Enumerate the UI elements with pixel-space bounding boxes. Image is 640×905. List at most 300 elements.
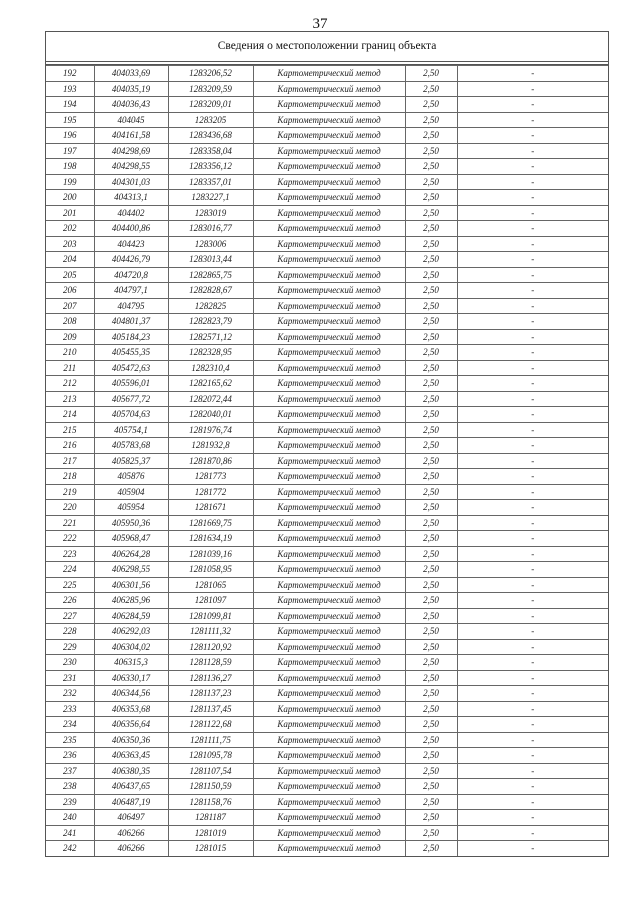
method-cell: Картометрический метод [253, 97, 405, 113]
table-row [46, 732, 608, 748]
description-cell: - [457, 205, 608, 221]
table-row [46, 97, 608, 113]
description-cell: - [457, 66, 608, 82]
method-cell: Картометрический метод [253, 624, 405, 640]
point-number-cell: 208 [46, 314, 94, 330]
x-coordinate-cell: 406344,56 [94, 686, 168, 702]
x-coordinate-cell: 406304,02 [94, 639, 168, 655]
y-coordinate-cell: 1283205 [168, 112, 253, 128]
method-cell: Картометрический метод [253, 205, 405, 221]
table-row [46, 670, 608, 686]
description-cell: - [457, 593, 608, 609]
table-row [46, 810, 608, 826]
method-cell: Картометрический метод [253, 438, 405, 454]
method-cell: Картометрический метод [253, 236, 405, 252]
method-cell: Картометрический метод [253, 484, 405, 500]
y-coordinate-cell: 1281932,8 [168, 438, 253, 454]
x-coordinate-cell: 404402 [94, 205, 168, 221]
x-coordinate-cell: 406353,68 [94, 701, 168, 717]
y-coordinate-cell: 1282310,4 [168, 360, 253, 376]
y-coordinate-cell: 1281671 [168, 500, 253, 516]
method-cell: Картометрический метод [253, 779, 405, 795]
method-cell: Картометрический метод [253, 314, 405, 330]
y-coordinate-cell: 1283206,52 [168, 66, 253, 82]
x-coordinate-cell: 404795 [94, 298, 168, 314]
method-cell: Картометрический метод [253, 221, 405, 237]
accuracy-cell: 2,50 [405, 701, 457, 717]
method-cell: Картометрический метод [253, 376, 405, 392]
x-coordinate-cell: 404045 [94, 112, 168, 128]
coordinates-table-body [46, 66, 608, 856]
y-coordinate-cell: 1281669,75 [168, 515, 253, 531]
accuracy-cell: 2,50 [405, 531, 457, 547]
description-cell: - [457, 763, 608, 779]
table-row [46, 221, 608, 237]
accuracy-cell: 2,50 [405, 562, 457, 578]
y-coordinate-cell: 1281120,92 [168, 639, 253, 655]
description-cell: - [457, 562, 608, 578]
y-coordinate-cell: 1282328,95 [168, 345, 253, 361]
accuracy-cell: 2,50 [405, 422, 457, 438]
x-coordinate-cell: 405783,68 [94, 438, 168, 454]
x-coordinate-cell: 406285,96 [94, 593, 168, 609]
method-cell: Картометрический метод [253, 159, 405, 175]
method-cell: Картометрический метод [253, 66, 405, 82]
table-row [46, 639, 608, 655]
y-coordinate-cell: 1281187 [168, 810, 253, 826]
method-cell: Картометрический метод [253, 515, 405, 531]
y-coordinate-cell: 1282823,79 [168, 314, 253, 330]
accuracy-cell: 2,50 [405, 298, 457, 314]
y-coordinate-cell: 1281150,59 [168, 779, 253, 795]
table-row [46, 763, 608, 779]
method-cell: Картометрический метод [253, 453, 405, 469]
x-coordinate-cell: 405754,1 [94, 422, 168, 438]
x-coordinate-cell: 406292,03 [94, 624, 168, 640]
accuracy-cell: 2,50 [405, 438, 457, 454]
table-row [46, 438, 608, 454]
accuracy-cell: 2,50 [405, 205, 457, 221]
table-row [46, 112, 608, 128]
description-cell: - [457, 639, 608, 655]
point-number-cell: 212 [46, 376, 94, 392]
point-number-cell: 229 [46, 639, 94, 655]
method-cell: Картометрический метод [253, 577, 405, 593]
point-number-cell: 219 [46, 484, 94, 500]
method-cell: Картометрический метод [253, 531, 405, 547]
y-coordinate-cell: 1281099,81 [168, 608, 253, 624]
table-row [46, 748, 608, 764]
table-row [46, 624, 608, 640]
point-number-cell: 227 [46, 608, 94, 624]
y-coordinate-cell: 1281137,23 [168, 686, 253, 702]
description-cell: - [457, 794, 608, 810]
point-number-cell: 235 [46, 732, 94, 748]
x-coordinate-cell: 406350,36 [94, 732, 168, 748]
table-row [46, 655, 608, 671]
point-number-cell: 224 [46, 562, 94, 578]
accuracy-cell: 2,50 [405, 686, 457, 702]
table-row [46, 298, 608, 314]
description-cell: - [457, 484, 608, 500]
y-coordinate-cell: 1282865,75 [168, 267, 253, 283]
accuracy-cell: 2,50 [405, 484, 457, 500]
x-coordinate-cell: 405954 [94, 500, 168, 516]
accuracy-cell: 2,50 [405, 593, 457, 609]
x-coordinate-cell: 405876 [94, 469, 168, 485]
table-row [46, 469, 608, 485]
y-coordinate-cell: 1283357,01 [168, 174, 253, 190]
coordinates-table [46, 65, 608, 856]
accuracy-cell: 2,50 [405, 670, 457, 686]
y-coordinate-cell: 1281097 [168, 593, 253, 609]
description-cell: - [457, 546, 608, 562]
description-cell: - [457, 174, 608, 190]
description-cell: - [457, 112, 608, 128]
description-cell: - [457, 97, 608, 113]
point-number-cell: 240 [46, 810, 94, 826]
x-coordinate-cell: 406266 [94, 825, 168, 841]
table-row [46, 422, 608, 438]
x-coordinate-cell: 406437,65 [94, 779, 168, 795]
method-cell: Картометрический метод [253, 562, 405, 578]
description-cell: - [457, 252, 608, 268]
description-cell: - [457, 345, 608, 361]
description-cell: - [457, 159, 608, 175]
y-coordinate-cell: 1282571,12 [168, 329, 253, 345]
accuracy-cell: 2,50 [405, 128, 457, 144]
description-cell: - [457, 686, 608, 702]
point-number-cell: 196 [46, 128, 94, 144]
x-coordinate-cell: 404801,37 [94, 314, 168, 330]
table-row [46, 236, 608, 252]
x-coordinate-cell: 404035,19 [94, 81, 168, 97]
description-cell: - [457, 779, 608, 795]
point-number-cell: 215 [46, 422, 94, 438]
accuracy-cell: 2,50 [405, 360, 457, 376]
method-cell: Картометрический метод [253, 128, 405, 144]
y-coordinate-cell: 1283019 [168, 205, 253, 221]
y-coordinate-cell: 1281634,19 [168, 531, 253, 547]
method-cell: Картометрический метод [253, 670, 405, 686]
y-coordinate-cell: 1281058,95 [168, 562, 253, 578]
method-cell: Картометрический метод [253, 252, 405, 268]
y-coordinate-cell: 1282072,44 [168, 391, 253, 407]
table-row [46, 841, 608, 856]
description-cell: - [457, 717, 608, 733]
description-cell: - [457, 841, 608, 856]
x-coordinate-cell: 404161,58 [94, 128, 168, 144]
table-row [46, 500, 608, 516]
method-cell: Картометрический метод [253, 174, 405, 190]
accuracy-cell: 2,50 [405, 453, 457, 469]
accuracy-cell: 2,50 [405, 174, 457, 190]
accuracy-cell: 2,50 [405, 732, 457, 748]
accuracy-cell: 2,50 [405, 624, 457, 640]
accuracy-cell: 2,50 [405, 221, 457, 237]
y-coordinate-cell: 1282165,62 [168, 376, 253, 392]
y-coordinate-cell: 1281158,76 [168, 794, 253, 810]
accuracy-cell: 2,50 [405, 407, 457, 423]
x-coordinate-cell: 405184,23 [94, 329, 168, 345]
point-number-cell: 234 [46, 717, 94, 733]
method-cell: Картометрический метод [253, 825, 405, 841]
y-coordinate-cell: 1282828,67 [168, 283, 253, 299]
method-cell: Картометрический метод [253, 407, 405, 423]
table-row [46, 825, 608, 841]
table-row [46, 376, 608, 392]
table-row [46, 515, 608, 531]
description-cell: - [457, 190, 608, 206]
y-coordinate-cell: 1283013,44 [168, 252, 253, 268]
point-number-cell: 239 [46, 794, 94, 810]
method-cell: Картометрический метод [253, 608, 405, 624]
accuracy-cell: 2,50 [405, 469, 457, 485]
accuracy-cell: 2,50 [405, 190, 457, 206]
y-coordinate-cell: 1283006 [168, 236, 253, 252]
description-cell: - [457, 236, 608, 252]
y-coordinate-cell: 1283227,1 [168, 190, 253, 206]
description-cell: - [457, 624, 608, 640]
point-number-cell: 241 [46, 825, 94, 841]
method-cell: Картометрический метод [253, 143, 405, 159]
y-coordinate-cell: 1283436,68 [168, 128, 253, 144]
y-coordinate-cell: 1281772 [168, 484, 253, 500]
point-number-cell: 209 [46, 329, 94, 345]
accuracy-cell: 2,50 [405, 97, 457, 113]
x-coordinate-cell: 406298,55 [94, 562, 168, 578]
y-coordinate-cell: 1281773 [168, 469, 253, 485]
point-number-cell: 201 [46, 205, 94, 221]
description-cell: - [457, 810, 608, 826]
point-number-cell: 222 [46, 531, 94, 547]
table-row [46, 701, 608, 717]
table-row [46, 66, 608, 82]
x-coordinate-cell: 406497 [94, 810, 168, 826]
accuracy-cell: 2,50 [405, 376, 457, 392]
description-cell: - [457, 314, 608, 330]
description-cell: - [457, 825, 608, 841]
page-number: 37 [312, 16, 328, 32]
description-cell: - [457, 748, 608, 764]
accuracy-cell: 2,50 [405, 345, 457, 361]
table-row [46, 205, 608, 221]
accuracy-cell: 2,50 [405, 763, 457, 779]
method-cell: Картометрический метод [253, 639, 405, 655]
y-coordinate-cell: 1283209,01 [168, 97, 253, 113]
method-cell: Картометрический метод [253, 422, 405, 438]
y-coordinate-cell: 1281136,27 [168, 670, 253, 686]
point-number-cell: 242 [46, 841, 94, 856]
accuracy-cell: 2,50 [405, 267, 457, 283]
y-coordinate-cell: 1281137,45 [168, 701, 253, 717]
accuracy-cell: 2,50 [405, 546, 457, 562]
point-number-cell: 192 [46, 66, 94, 82]
x-coordinate-cell: 404797,1 [94, 283, 168, 299]
table-row [46, 128, 608, 144]
point-number-cell: 238 [46, 779, 94, 795]
method-cell: Картометрический метод [253, 763, 405, 779]
table-row [46, 407, 608, 423]
x-coordinate-cell: 405904 [94, 484, 168, 500]
table-row [46, 329, 608, 345]
description-cell: - [457, 732, 608, 748]
method-cell: Картометрический метод [253, 81, 405, 97]
accuracy-cell: 2,50 [405, 810, 457, 826]
accuracy-cell: 2,50 [405, 500, 457, 516]
table-row [46, 577, 608, 593]
x-coordinate-cell: 405472,63 [94, 360, 168, 376]
accuracy-cell: 2,50 [405, 159, 457, 175]
point-number-cell: 198 [46, 159, 94, 175]
point-number-cell: 193 [46, 81, 94, 97]
table-row [46, 314, 608, 330]
point-number-cell: 225 [46, 577, 94, 593]
x-coordinate-cell: 404400,86 [94, 221, 168, 237]
accuracy-cell: 2,50 [405, 143, 457, 159]
accuracy-cell: 2,50 [405, 794, 457, 810]
description-cell: - [457, 407, 608, 423]
point-number-cell: 194 [46, 97, 94, 113]
method-cell: Картометрический метод [253, 748, 405, 764]
description-cell: - [457, 376, 608, 392]
point-number-cell: 221 [46, 515, 94, 531]
accuracy-cell: 2,50 [405, 779, 457, 795]
x-coordinate-cell: 406487,19 [94, 794, 168, 810]
point-number-cell: 197 [46, 143, 94, 159]
x-coordinate-cell: 404036,43 [94, 97, 168, 113]
y-coordinate-cell: 1283016,77 [168, 221, 253, 237]
x-coordinate-cell: 405950,36 [94, 515, 168, 531]
accuracy-cell: 2,50 [405, 81, 457, 97]
accuracy-cell: 2,50 [405, 577, 457, 593]
table-row [46, 453, 608, 469]
point-number-cell: 232 [46, 686, 94, 702]
accuracy-cell: 2,50 [405, 329, 457, 345]
method-cell: Картометрический метод [253, 794, 405, 810]
table-row [46, 267, 608, 283]
description-cell: - [457, 577, 608, 593]
method-cell: Картометрический метод [253, 701, 405, 717]
x-coordinate-cell: 406266 [94, 841, 168, 856]
description-cell: - [457, 221, 608, 237]
method-cell: Картометрический метод [253, 593, 405, 609]
x-coordinate-cell: 405968,47 [94, 531, 168, 547]
table-row [46, 174, 608, 190]
point-number-cell: 218 [46, 469, 94, 485]
table-row [46, 608, 608, 624]
y-coordinate-cell: 1281122,68 [168, 717, 253, 733]
point-number-cell: 204 [46, 252, 94, 268]
method-cell: Картометрический метод [253, 190, 405, 206]
table-row [46, 562, 608, 578]
table-row [46, 159, 608, 175]
description-cell: - [457, 515, 608, 531]
method-cell: Картометрический метод [253, 345, 405, 361]
method-cell: Картометрический метод [253, 686, 405, 702]
point-number-cell: 202 [46, 221, 94, 237]
table-row [46, 283, 608, 299]
description-cell: - [457, 422, 608, 438]
x-coordinate-cell: 404313,1 [94, 190, 168, 206]
x-coordinate-cell: 406363,45 [94, 748, 168, 764]
description-cell: - [457, 531, 608, 547]
table-row [46, 593, 608, 609]
x-coordinate-cell: 404033,69 [94, 66, 168, 82]
x-coordinate-cell: 405704,63 [94, 407, 168, 423]
accuracy-cell: 2,50 [405, 825, 457, 841]
accuracy-cell: 2,50 [405, 283, 457, 299]
table-row [46, 717, 608, 733]
method-cell: Картометрический метод [253, 810, 405, 826]
table-row [46, 252, 608, 268]
description-cell: - [457, 701, 608, 717]
accuracy-cell: 2,50 [405, 655, 457, 671]
description-cell: - [457, 469, 608, 485]
method-cell: Картометрический метод [253, 655, 405, 671]
table-row [46, 546, 608, 562]
accuracy-cell: 2,50 [405, 717, 457, 733]
x-coordinate-cell: 406356,64 [94, 717, 168, 733]
point-number-cell: 226 [46, 593, 94, 609]
point-number-cell: 216 [46, 438, 94, 454]
point-number-cell: 228 [46, 624, 94, 640]
x-coordinate-cell: 404423 [94, 236, 168, 252]
y-coordinate-cell: 1281111,75 [168, 732, 253, 748]
x-coordinate-cell: 404301,03 [94, 174, 168, 190]
description-cell: - [457, 81, 608, 97]
x-coordinate-cell: 406380,35 [94, 763, 168, 779]
accuracy-cell: 2,50 [405, 252, 457, 268]
table-row [46, 391, 608, 407]
point-number-cell: 237 [46, 763, 94, 779]
accuracy-cell: 2,50 [405, 236, 457, 252]
point-number-cell: 223 [46, 546, 94, 562]
y-coordinate-cell: 1281039,16 [168, 546, 253, 562]
y-coordinate-cell: 1281015 [168, 841, 253, 856]
point-number-cell: 199 [46, 174, 94, 190]
x-coordinate-cell: 406315,3 [94, 655, 168, 671]
method-cell: Картометрический метод [253, 112, 405, 128]
table-row [46, 794, 608, 810]
accuracy-cell: 2,50 [405, 314, 457, 330]
accuracy-cell: 2,50 [405, 112, 457, 128]
y-coordinate-cell: 1283356,12 [168, 159, 253, 175]
y-coordinate-cell: 1283358,04 [168, 143, 253, 159]
point-number-cell: 233 [46, 701, 94, 717]
method-cell: Картометрический метод [253, 360, 405, 376]
y-coordinate-cell: 1282825 [168, 298, 253, 314]
section-title: Сведения о местоположении границ объекта [46, 32, 608, 62]
point-number-cell: 230 [46, 655, 94, 671]
description-cell: - [457, 298, 608, 314]
table-row [46, 484, 608, 500]
method-cell: Картометрический метод [253, 283, 405, 299]
point-number-cell: 200 [46, 190, 94, 206]
y-coordinate-cell: 1281976,74 [168, 422, 253, 438]
method-cell: Картометрический метод [253, 267, 405, 283]
accuracy-cell: 2,50 [405, 391, 457, 407]
y-coordinate-cell: 1281128,59 [168, 655, 253, 671]
table-row [46, 779, 608, 795]
method-cell: Картометрический метод [253, 717, 405, 733]
description-cell: - [457, 453, 608, 469]
y-coordinate-cell: 1281019 [168, 825, 253, 841]
x-coordinate-cell: 404298,69 [94, 143, 168, 159]
x-coordinate-cell: 405455,35 [94, 345, 168, 361]
point-number-cell: 210 [46, 345, 94, 361]
x-coordinate-cell: 406330,17 [94, 670, 168, 686]
